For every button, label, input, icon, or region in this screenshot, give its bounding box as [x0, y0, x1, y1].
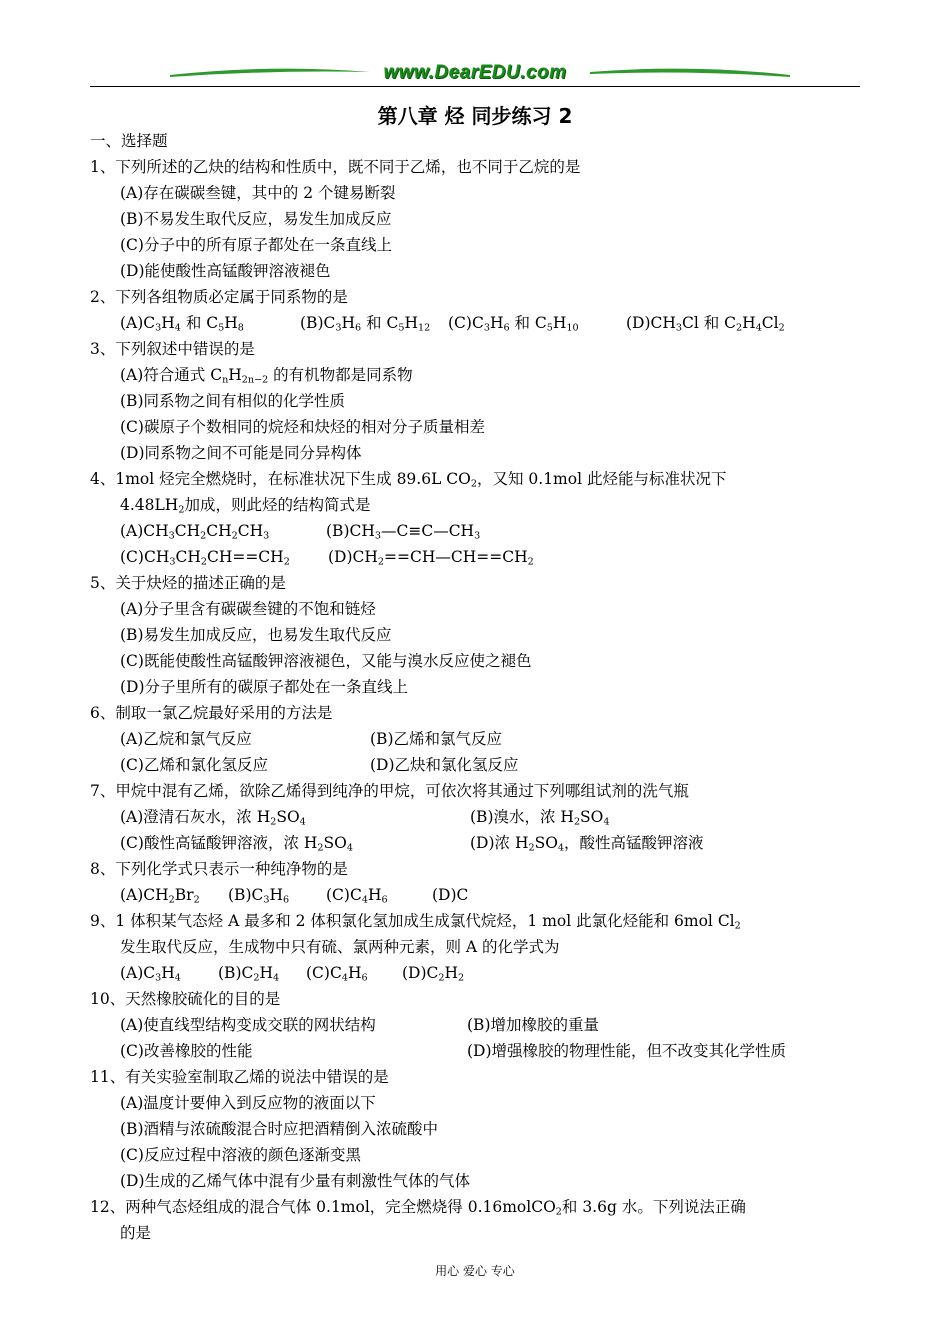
question-12: 12、两种气态烃组成的混合气体 0.1mol，完全燃烧得 0.16molCO$_2$和 3.6g 水。下列说法正确	[90, 1198, 746, 1218]
q4-options-cd	[90, 544, 870, 570]
q8-option-d: (D)C	[432, 886, 469, 904]
header-rule	[90, 86, 860, 87]
q10-option-a: (A)使直线型结构变成交联的网状结构	[120, 1016, 376, 1034]
q7-option-b: (B)溴水，浓 $H_2SO_4$	[470, 808, 610, 828]
q10-option-b: (B)增加橡胶的重量	[467, 1016, 599, 1034]
q4-option-d: $(D)CH_2==CH—CH==CH_2$	[328, 548, 534, 568]
q2-option-b: $(B)C_3H_6$ 和 $C_5H_{12}$	[300, 314, 431, 334]
q11-option-a: (A)温度计要伸入到反应物的液面以下	[120, 1094, 376, 1112]
section-heading: 一、选择题	[90, 132, 168, 150]
q4-option-c: $(C)CH_3CH_2CH==CH_2$	[120, 548, 290, 568]
q6-option-c: (C)乙烯和氯化氢反应	[120, 756, 268, 774]
q5-option-b: (B)易发生加成反应，也易发生取代反应	[120, 626, 392, 644]
question-3: 3、下列叙述中错误的是	[90, 340, 255, 358]
page-header	[90, 58, 860, 94]
q9-option-d: $(D)C_2H_2$	[402, 964, 465, 984]
q1-option-d: (D)能使酸性高锰酸钾溶液褪色	[120, 262, 331, 280]
q9-options	[90, 960, 870, 986]
page-footer: 用心 爱心 专心	[435, 1264, 515, 1278]
q8-option-b: $(B)C_3H_6$	[228, 886, 290, 906]
q5-option-d: (D)分子里所有的碳原子都处在一条直线上	[120, 678, 409, 696]
q7-option-d: (D)浓 $H_2SO_4$，酸性高锰酸钾溶液	[470, 834, 704, 854]
q6-options-ab	[90, 726, 870, 752]
q4-option-a: $(A)CH_3CH_2CH_2CH_3$	[120, 522, 270, 542]
q1-option-c: (C)分子中的所有原子都处在一条直线上	[120, 236, 392, 254]
page-title: 第八章 烃 同步练习 2	[377, 104, 573, 128]
q7-option-a: (A)澄清石灰水，浓 $H_2SO_4$	[120, 808, 306, 828]
q11-option-b: (B)酒精与浓硫酸混合时应把酒精倒入浓硫酸中	[120, 1120, 438, 1138]
question-4-continued: $4.48LH_2$加成，则此烃的结构简式是	[120, 496, 371, 516]
q7-options-cd	[90, 830, 870, 856]
q7-options-ab	[90, 804, 870, 830]
q4-options-ab	[90, 518, 870, 544]
q6-option-b: (B)乙烯和氯气反应	[370, 730, 502, 748]
q9-option-b: $(B)C_2H_4$	[218, 964, 280, 984]
q3-option-b: (B)同系物之间有相似的化学性质	[120, 392, 345, 410]
q2-option-a: $(A)C_3H_4$ 和 $C_5H_8$	[120, 314, 244, 334]
right-swoosh-decoration	[590, 66, 790, 82]
q9-option-c: $(C)C_4H_6$	[306, 964, 368, 984]
question-8: 8、下列化学式只表示一种纯净物的是	[90, 860, 348, 878]
q10-option-c: (C)改善橡胶的性能	[120, 1042, 253, 1060]
q3-option-d: (D)同系物之间不可能是同分异构体	[120, 444, 362, 462]
question-6: 6、制取一氯乙烷最好采用的方法是	[90, 704, 333, 722]
q7-option-c: (C)酸性高锰酸钾溶液，浓 $H_2SO_4$	[120, 834, 353, 854]
q2-options	[90, 310, 870, 336]
question-9: 9、1 体积某气态烃 A 最多和 2 体积氯化氢加成生成氯代烷烃，1 mol 此氯化烃能和 6mol $Cl_2$	[90, 912, 741, 932]
left-swoosh-decoration	[170, 66, 370, 82]
q9-option-a: $(A)C_3H_4$	[120, 964, 181, 984]
q11-option-c: (C)反应过程中溶液的颜色逐渐变黑	[120, 1146, 361, 1164]
question-9-continued: 发生取代反应，生成物中只有硫、氯两种元素，则 A 的化学式为	[120, 938, 560, 956]
q6-option-a: (A)乙烷和氯气反应	[120, 730, 252, 748]
q3-option-c: (C)碳原子个数相同的烷烃和炔烃的相对分子质量相差	[120, 418, 485, 436]
question-10: 10、天然橡胶硫化的目的是	[90, 990, 281, 1008]
q1-option-a: (A)存在碳碳叁键，其中的 2 个键易断裂	[120, 184, 396, 202]
site-logo: www.DearEDU.com	[377, 62, 572, 84]
question-5: 5、关于炔烃的描述正确的是	[90, 574, 286, 592]
question-2: 2、下列各组物质必定属于同系物的是	[90, 288, 348, 306]
q2-option-c: $(C)C_3H_6$ 和 $C_5H_{10}$	[448, 314, 579, 334]
exercise-body	[90, 128, 870, 1246]
q6-option-d: (D)乙炔和氯化氢反应	[370, 756, 519, 774]
q10-options-cd	[90, 1038, 870, 1064]
q8-options	[90, 882, 870, 908]
question-4: 4、1mol 烃完全燃烧时，在标准状况下生成 89.6L $CO_2$，又知 0.1mol 此烃能与标准状况下	[90, 470, 727, 490]
q8-option-a: $(A)CH_2Br_2$	[120, 886, 200, 906]
question-12-continued: 的是	[120, 1224, 152, 1242]
q8-option-c: $(C)C_4H_6$	[326, 886, 388, 906]
q3-option-a: (A)符合通式 $C_nH_{2n-2}$ 的有机物都是同系物	[120, 366, 413, 386]
q11-option-d: (D)生成的乙烯气体中混有少量有刺激性气体的气体	[120, 1172, 471, 1190]
question-11: 11、有关实验室制取乙烯的说法中错误的是	[90, 1068, 389, 1086]
q5-option-a: (A)分子里含有碳碳叁键的不饱和链烃	[120, 600, 376, 618]
q2-option-d: $(D)CH_3Cl$ 和 $C_2H_4Cl_2$	[626, 314, 785, 334]
q1-option-b: (B)不易发生取代反应，易发生加成反应	[120, 210, 392, 228]
q10-options-ab	[90, 1012, 870, 1038]
question-1: 1、下列所述的乙炔的结构和性质中，既不同于乙烯，也不同于乙烷的是	[90, 158, 581, 176]
q4-option-b: $(B)CH_3—C\equiv C—CH_3$	[326, 522, 481, 542]
question-7: 7、甲烷中混有乙烯，欲除乙烯得到纯净的甲烷，可依次将其通过下列哪组试剂的洗气瓶	[90, 782, 689, 800]
q10-option-d: (D)增强橡胶的物理性能，但不改变其化学性质	[467, 1042, 787, 1060]
q6-options-cd	[90, 752, 870, 778]
q5-option-c: (C)既能使酸性高锰酸钾溶液褪色，又能与溴水反应使之褪色	[120, 652, 532, 670]
